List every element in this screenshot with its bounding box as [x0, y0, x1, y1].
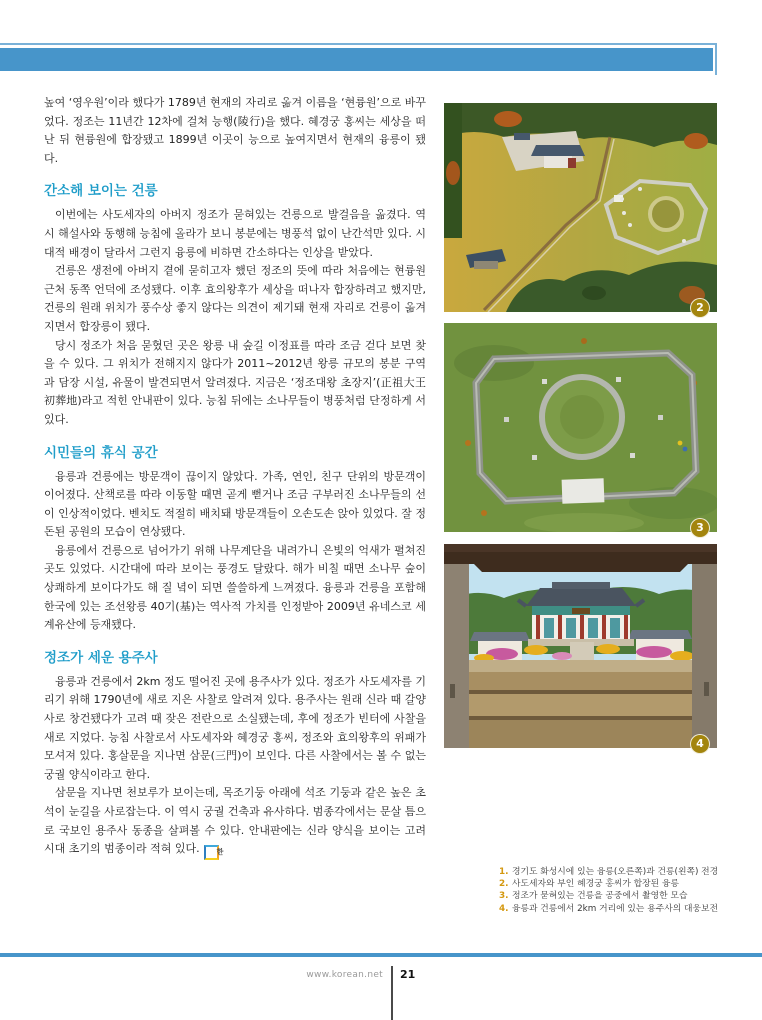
photo-geolleung-aerial	[444, 323, 717, 532]
footer-divider-line	[391, 966, 393, 1020]
article-end-mark-icon: 한	[204, 845, 219, 860]
photo-yongjusa-hall	[444, 544, 717, 748]
caption-number: 3.	[499, 891, 509, 902]
caption-item	[499, 866, 754, 878]
geolleung-aerial-illustration	[444, 323, 717, 532]
caption-number: 4.	[499, 903, 509, 914]
page-number: 21	[400, 968, 416, 981]
paragraph: 이번에는 사도세자의 아버지 정조가 묻혀있는 건릉으로 발걸음을 옮겼다. 역시 해설사와 동행해 능침에 올라가 보니 봉분에는 병풍석 없이 난간석만 있다. 시대적 배경이 달라서 그런지 융릉에 비하면 간소하다는 인상을 받았다.	[44, 208, 426, 259]
caption-item	[499, 903, 754, 915]
paragraph: 융릉과 건릉에는 방문객이 끊이지 않았다. 가족, 연인, 친구 단위의 방문객이 이어졌다. 산책로를 따라 이동할 때면 곧게 뻗거나 조금 구부러진 소나무들의 선이 인상적이었다. 벤치도 적절히 배치돼 방문객들이 오손도손 앉아 있었다. 잘 정돈된 공원의 모습이 연상됐다.	[44, 469, 426, 539]
paragraph: 융릉에서 건릉으로 넘어가기 위해 나무계단을 내려가니 은빛의 억새가 펼쳐진 곳도 있었다. 시간대에 따라 보이는 풍경도 달랐다. 해가 비칠 때면 소나무 숲이 상쾌하게 보이다가도 해 질 녘이 되면 쓸쓸하게 느껴졌다. 융릉과 건릉을 포함해 한국에 있는 조선왕릉 40기(基)는 역사적 가치를 인정받아 2009년 유네스코 세계유산에 등재됐다.	[44, 543, 426, 632]
caption-text: 정조가 묻혀있는 건릉을 공중에서 촬영한 모습	[512, 891, 688, 902]
paragraph	[44, 784, 426, 860]
top-accent-vertical-line	[715, 43, 717, 75]
top-accent-thin-line	[0, 43, 717, 45]
caption-text: 사도세자와 부인 혜경궁 홍씨가 합장된 융릉	[512, 879, 679, 890]
photo-number-badge: 2	[690, 298, 710, 318]
caption-number: 1.	[499, 867, 509, 877]
paragraph: 융릉과 건릉에서 2km 정도 떨어진 곳에 용주사가 있다. 정조가 사도세자를 기리기 위해 1790년에 새로 지은 사찰로 알려져 있다. 용주사는 원래 신라 때 갈양사로 창건됐다가 고려 때 잦은 전란으로 소실됐는데, 후에 정조가 빈터에 사찰을 새로 지었다. 능침 사찰로서 사도세자와 혜경궁 홍씨, 정조와 효의왕후의 위패가 모셔져 있다. 홍살문을 지나면 삼문(三門)이 보인다. 다른 사찰에서는 볼 수 없는 궁궐 양식이라고 한다.	[44, 674, 426, 781]
paragraph: 건릉은 생전에 아버지 곁에 묻히고자 했던 정조의 뜻에 따라 처음에는 현륭원 근처 동쪽 언덕에 조성됐다. 이후 효의왕후가 세상을 떠나자 합장하려고 했지만, 건릉의 원래 위치가 풍수상 좋지 않다는 의견이 제기돼 현재 자리로 건릉이 옮겨지면서 합장릉이 됐다.	[44, 264, 426, 333]
section-heading-geolleung: 간소해 보이는 건릉	[44, 183, 158, 200]
yungneung-aerial-illustration	[444, 103, 717, 312]
photo-number-badge: 3	[690, 518, 710, 538]
caption-text: 융릉과 건릉에서 2km 거리에 있는 용주사의 대웅보전	[512, 903, 718, 914]
caption-item	[499, 878, 754, 890]
caption-number: 2.	[499, 879, 509, 890]
paragraph: 당시 정조가 처음 묻혔던 곳은 왕릉 내 숲길 이정표를 따라 조금 걷다 보면 찾을 수 있다. 그 위치가 전해지지 않다가 2011~2012년 왕릉 규모의 봉분 구역과 담장 시설, 유물이 발견되면서 알려졌다. 지금은 ‘정조대왕 초장지’(正祖大王 初葬地)라고 적힌 안내판이 있다. 능침 뒤에는 소나무들이 병풍처럼 단정하게 서 있다.	[44, 338, 426, 426]
yongjusa-hall-illustration	[444, 544, 717, 748]
footer-website-url: www.korean.net	[306, 970, 383, 980]
section-heading-rest-space: 시민들의 휴식 공간	[44, 444, 158, 461]
caption-item	[499, 890, 754, 902]
top-header-bar	[0, 48, 713, 71]
bottom-accent-bar	[0, 953, 762, 957]
article-text-column	[44, 94, 426, 860]
section-heading-yongjusa: 정조가 세운 용주사	[44, 649, 158, 666]
photo-yungneung-aerial	[444, 103, 717, 312]
caption-text: 경기도 화성시에 있는 융릉(오른쪽)과 건릉(왼쪽) 전경	[512, 867, 719, 877]
photo-captions	[499, 866, 754, 915]
paragraph-text: 삼문을 지나면 천보루가 보이는데, 목조기둥 아래에 석조 기둥과 같은 높은 초석이 눈길을 사로잡는다. 이 역시 궁궐 건축과 유사하다. 범종각에서는 문살 틈으로 국보인 용주사 동종을 살펴볼 수 있다. 안내판에는 신라 양식을 보이는 고려 시대 초기의 범종이라 적혀 있다.	[44, 786, 426, 856]
photo-number-badge: 4	[690, 734, 710, 754]
intro-paragraph: 높여 ‘영우원’이라 했다가 1789년 현재의 자리로 옮겨 이름을 ‘현륭원’으로 바꾸었다. 정조는 11년간 12차에 걸쳐 능행(陵行)을 했다. 혜경궁 홍씨는 세상을 떠난 뒤 현륭원에 합장됐고 1899년 이곳이 능으로 높여지면서 현재의 융릉이 됐다.	[44, 96, 426, 165]
